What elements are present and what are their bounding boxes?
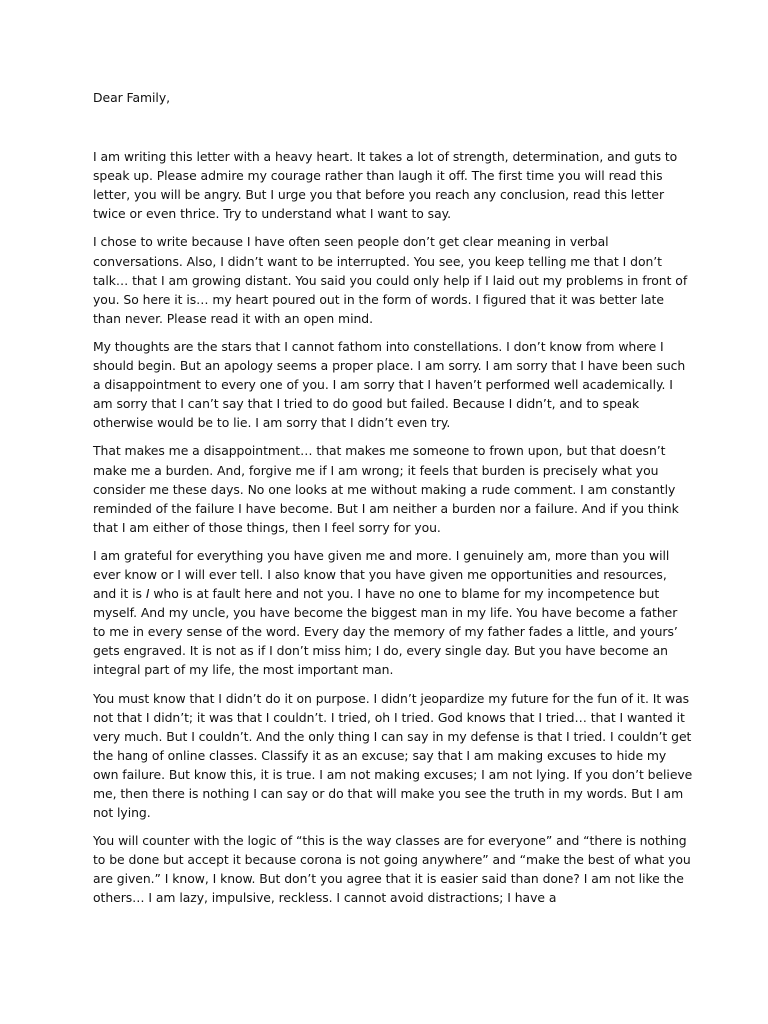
salutation: Dear Family,: [93, 90, 170, 105]
paragraph-chose-to-write: I chose to write because I have often seen people don’t get clear meaning in verbal conversations. Also, I didn’t want to be interrupted. You see, you keep telling me that I don’t talk… that I am growing distant. You said you could only help if I laid out my problems in front of you. So here it is… my heart poured out in the form of words. I figured that it was better late than never. Please read it with an open mind.: [93, 234, 688, 326]
paragraph-disappointment: That makes me a disappointment… that makes me someone to frown upon, but that doesn’t make me a burden. And, forgive me if I am wrong; it feels that burden is precisely what you consider me these days. No one looks at me without making a rude comment. I am constantly reminded of the failure I have become. But I am neither a burden nor a failure. And if you think that I am either of those things, then I feel sorry for you.: [93, 443, 679, 535]
paragraph-thoughts-stars: My thoughts are the stars that I cannot fathom into constellations. I don’t know from where I should begin. But an apology seems a proper place. I am sorry. I am sorry that I have been such a disappointment to every one of you. I am sorry that I haven’t performed well academically. I am sorry that I can’t say that I tried to do good but failed. Because I didn’t, and to speak otherwise would be to lie. I am sorry that I didn’t even try.: [93, 338, 686, 431]
letter-body: [93, 88, 693, 908]
paragraph-grateful-start: I am grateful for everything you have given me and more. I genuinely am, more than you will ever know or I will ever tell. I also know that you have given me opportunities and resources, and it is: [93, 547, 670, 602]
paragraph-not-on-purpose: You must know that I didn’t do it on purpose. I didn’t jeopardize my future for the fun of it. It was not that I didn’t; it was that I couldn’t. I tried, oh I tried. God knows that I tried… that I wanted it very much. But I couldn’t. And the only thing I can say in my defense is that I tried. I couldn’t get the hang of online classes. Classify it as an excuse; say that I am making excuses to hide my own failure. But know this, it is true. I am not making excuses; I am not lying. If you don’t believe me, then there is nothing I can say or do that will make you see the truth in my words. But I am not lying.: [93, 690, 693, 821]
paragraph-grateful: [93, 546, 693, 680]
italic-emphasis: I: [145, 586, 150, 602]
paragraph-counter-logic: You will counter with the logic of “this is the way classes are for everyone” and “there is nothing to be done but accept it because corona is not going anywhere” and “make the best of what you are given.” I know, I know. But don’t you agree that it is easier said than done? I am not like the others… I am lazy, impulsive, reckless. I cannot avoid distractions; I have a: [93, 833, 691, 906]
paragraph-heavy-heart: I am writing this letter with a heavy heart. It takes a lot of strength, determination, and guts to speak up. Please admire my courage rather than laugh it off. The first time you will read this letter, you will be angry. But I urge you that before you reach any conclusion, read this letter twice or even thrice. Try to understand what I want to say.: [93, 149, 678, 222]
paragraph-grateful-end: who is at fault here and not you. I have no one to blame for my incompetence but myself. And my uncle, you have become the biggest man in my life. You have become a father to me in every sense of the word. Every day the memory of my father fades a little, and yours’ gets engraved. It is not as if I don’t miss him; I do, every single day. But you have become an integral part of my life, the most important man.: [93, 586, 678, 678]
